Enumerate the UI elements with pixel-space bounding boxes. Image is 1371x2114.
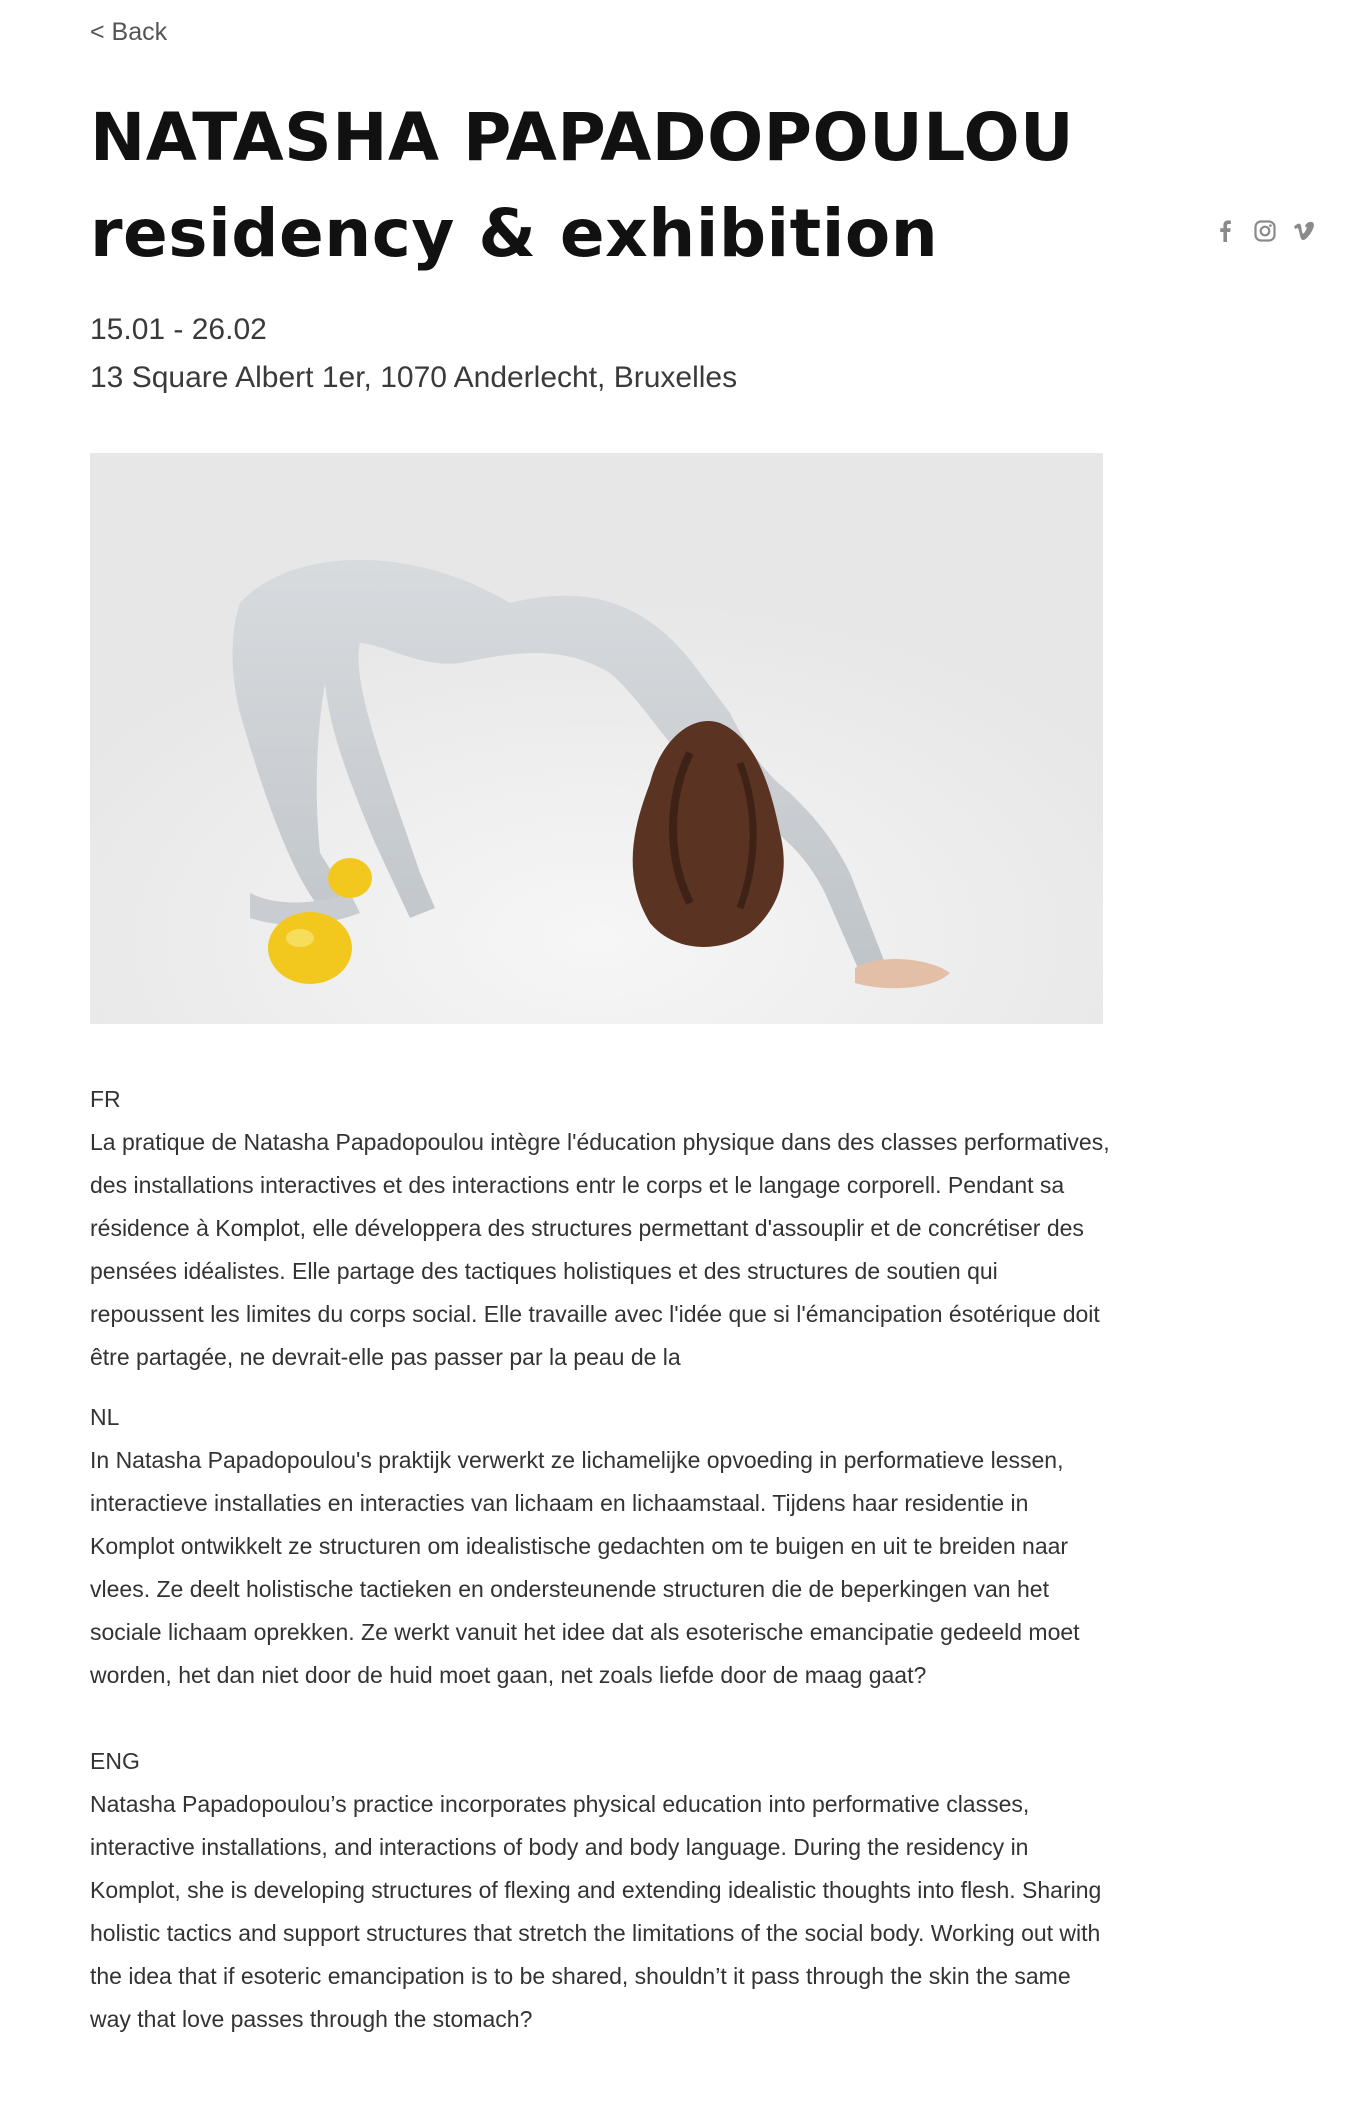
facebook-icon[interactable] [1212, 218, 1238, 244]
section-label-fr: FR [90, 1086, 121, 1112]
event-dates: 15.01 - 26.02 [90, 313, 267, 346]
vimeo-icon[interactable] [1292, 218, 1318, 244]
performer-photo [90, 453, 1103, 1024]
section-label-nl: NL [90, 1404, 120, 1430]
section-text-nl: In Natasha Papadopoulou's praktijk verwerkt ze lichamelijke opvoeding in performatieve lessen, interactieve installaties en interacties van lichaam en lichaamstaal. Tijdens haar residentie in Komplot ontwikkelt ze structuren om idealistische gedachten om te buigen en uit te breiden naar vlees. Ze deelt holistische tactieken en ondersteunende structuren die de beperkingen van het sociale lichaam oprekken. Ze werkt vanuit het idee dat als esoterische emancipatie gedeeld moet worden, het dan niet door de huid moet gaan, net zoals liefde door de maag gaat? [90, 1447, 1080, 1688]
section-nl [90, 1396, 1110, 1697]
section-fr [90, 1078, 1110, 1379]
hero-image [90, 453, 1103, 1024]
social-links [1212, 218, 1318, 244]
section-eng [90, 1740, 1110, 2041]
back-link[interactable]: < Back [90, 18, 168, 46]
event-info [90, 306, 737, 402]
section-text-fr-container [90, 1121, 1110, 1379]
section-label-eng: ENG [90, 1748, 140, 1774]
page-title [90, 90, 1074, 282]
section-text-fr: La pratique de Natasha Papadopoulou intègre l'éducation physique dans des classes performatives, des installations interactives et des interactions entr le corps et le langage corporell. Pendant sa résidence à Komplot, elle développera des structures permettant d'assouplir et de concrétiser des pensées idéalistes. Elle partage des tactiques holistiques et des structures de soutien qui repoussent les limites du corps social. Elle travaille avec l'idée que si l'émancipation ésotérique doit être partagée, ne devrait-elle pas passer par la peau de la [90, 1129, 1110, 1370]
section-text-eng: Natasha Papadopoulou’s practice incorporates physical education into performative classes, interactive installations, and interactions of body and body language. During the residency in Komplot, she is developing structures of flexing and extending idealistic thoughts into flesh. Sharing holistic tactics and support structures that stretch the limitations of the social body. Working out with the idea that if esoteric emancipation is to be shared, shouldn’t it pass through the skin the same way that love passes through the stomach? [90, 1791, 1102, 2032]
title-line-name: NATASHA PAPADOPOULOU [90, 99, 1075, 176]
event-address: 13 Square Albert 1er, 1070 Anderlecht, Bruxelles [90, 361, 738, 394]
title-line-subtitle: residency & exhibition [90, 195, 939, 272]
instagram-icon[interactable] [1252, 218, 1278, 244]
